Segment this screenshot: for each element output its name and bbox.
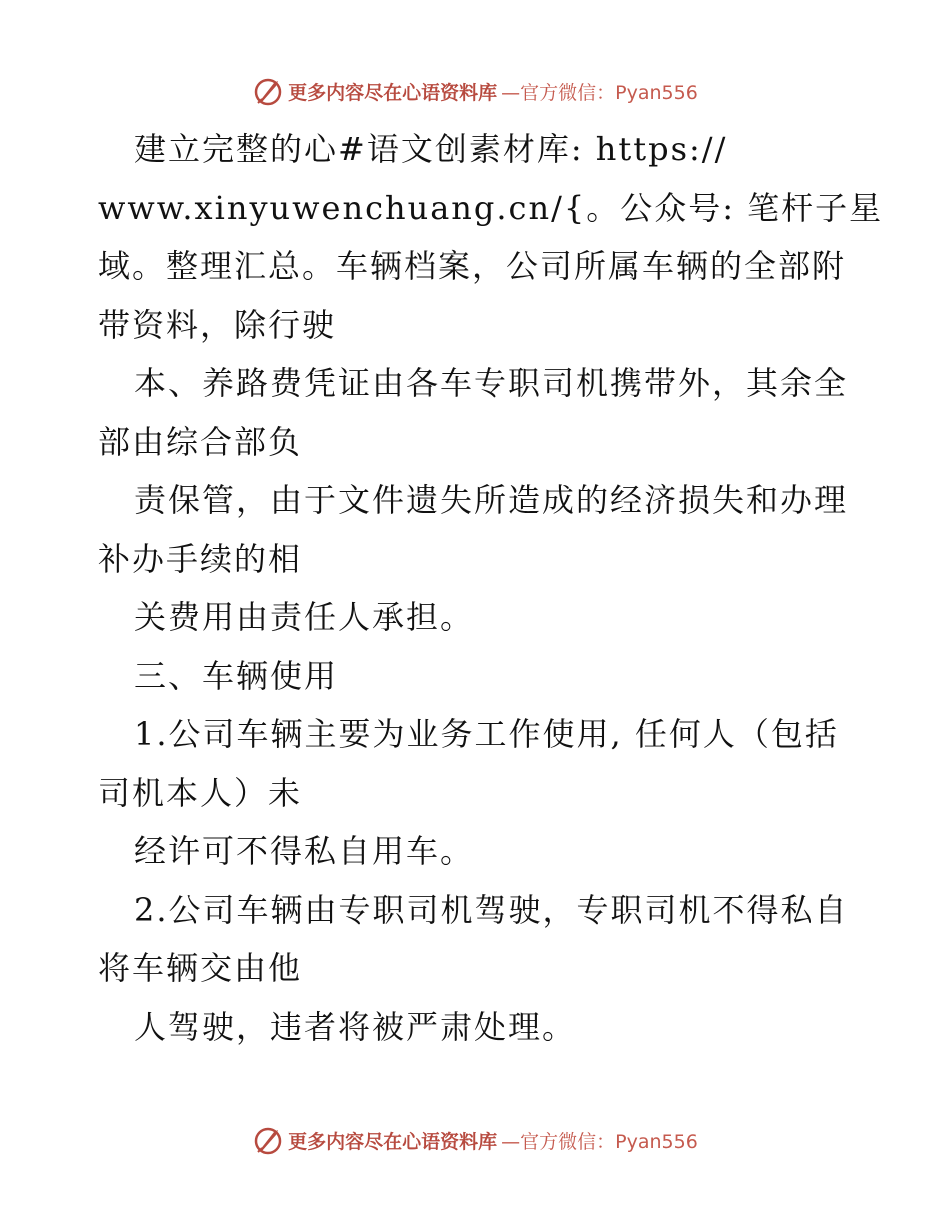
body-line: www.xinyuwenchuang.cn/{。公众号: 笔杆子星: [98, 188, 884, 227]
quill-pen-logo-icon: [252, 1124, 284, 1156]
body-line: 责保管，由于文件遗失所造成的经济损失和办理: [134, 481, 849, 519]
body-line: 带资料，除行驶: [98, 305, 337, 344]
watermark-main-text: 更多内容尽在心语资料库: [288, 1130, 498, 1153]
body-line: 人驾驶，违者将被严肃处理。: [134, 1007, 577, 1046]
body-line: 部由综合部负: [98, 422, 303, 461]
watermark-contact-text: —官方微信：Pyan556: [501, 81, 698, 104]
quill-pen-logo-icon: [252, 75, 284, 107]
body-line: 域。整理汇总。车辆档案，公司所属车辆的全部附: [98, 247, 847, 285]
watermark-contact-text: —官方微信：Pyan556: [501, 1130, 698, 1153]
body-line: 将车辆交由他: [98, 949, 303, 987]
footer-watermark: [0, 1120, 950, 1160]
section-heading: 三、车辆使用: [134, 656, 339, 695]
body-line: 1.公司车辆主要为业务工作使用, 任何人（包括: [134, 715, 839, 753]
body-line: 补办手续的相: [98, 539, 303, 578]
body-line: 建立完整的心#语文创素材库: https://: [134, 130, 728, 168]
body-line: 司机本人）未: [98, 773, 303, 812]
header-watermark: [0, 71, 950, 111]
body-line: 经许可不得私自用车。: [134, 832, 475, 870]
document-body: [98, 120, 884, 1056]
watermark-main-text: 更多内容尽在心语资料库: [288, 81, 498, 104]
body-line: 2.公司车辆由专职司机驾驶，专职司机不得私自: [134, 890, 849, 929]
body-line: 关费用由责任人承担。: [134, 598, 475, 636]
body-line: 本、养路费凭证由各车专职司机携带外，其余全: [134, 364, 849, 402]
